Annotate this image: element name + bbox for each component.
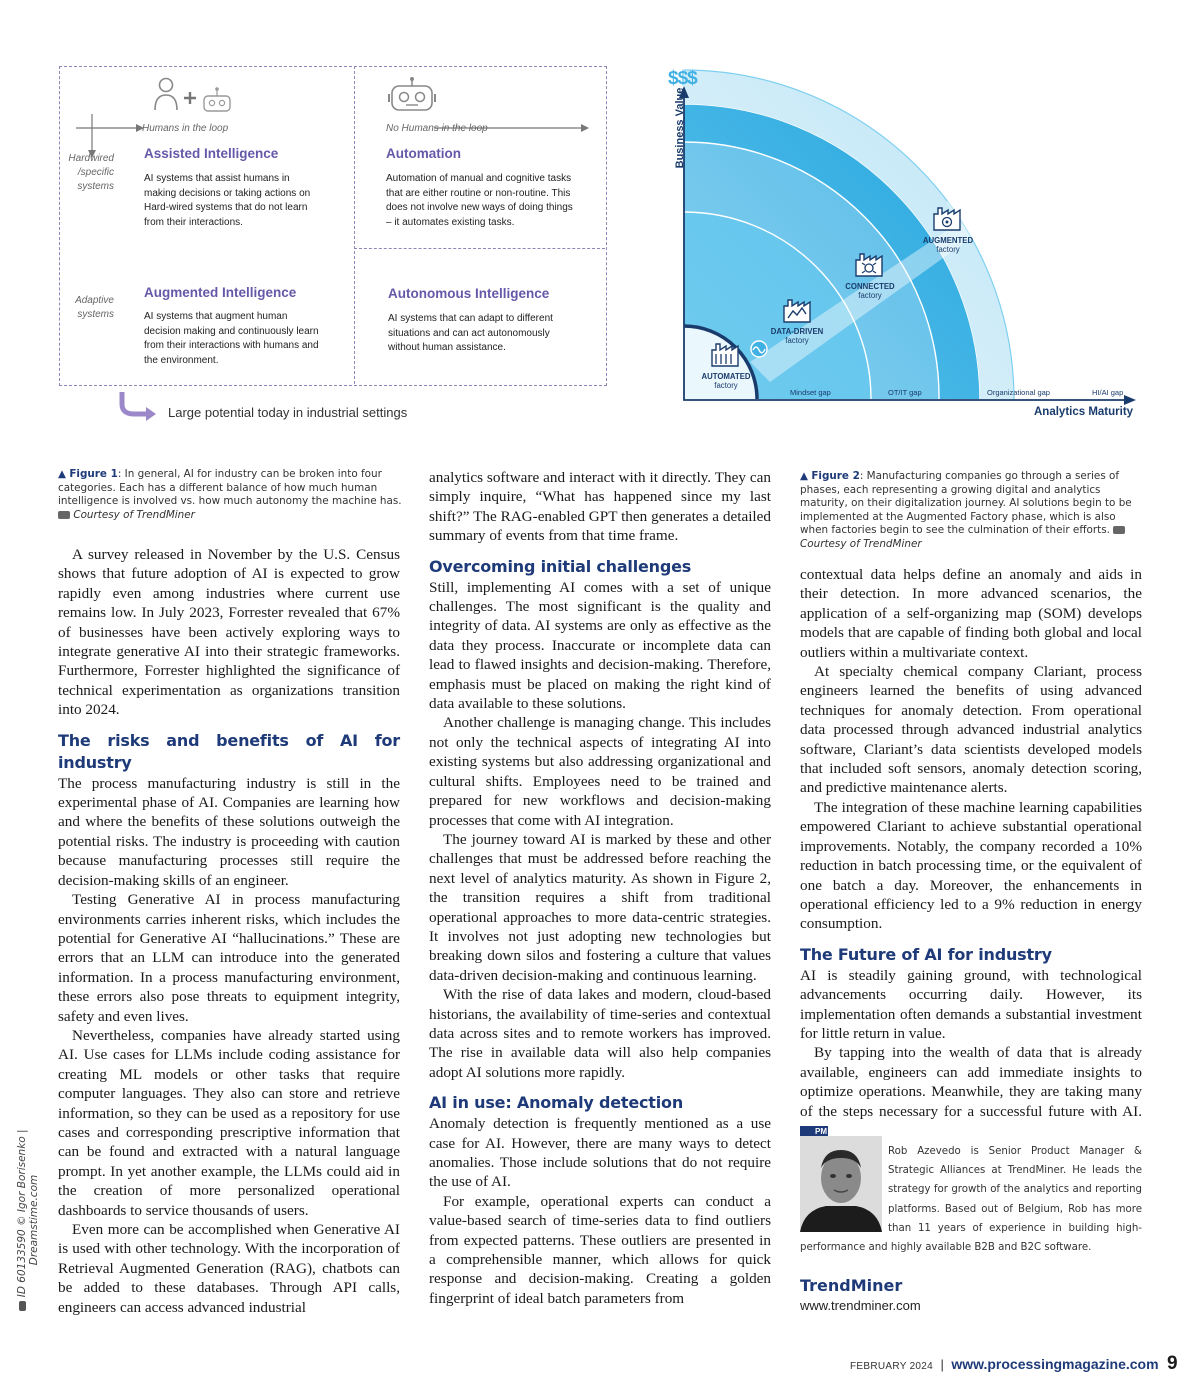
article-column-1 xyxy=(58,545,400,1317)
author-bio xyxy=(800,1142,1142,1257)
stage-connected-sub: factory xyxy=(858,291,882,300)
camera-icon xyxy=(1113,526,1125,534)
figure-2-caption: ▲ Figure 2: Manufacturing companies go through a series of phases, each representing a growing digital and analytics maturity, on their digitalization journey. AI solutions begin to be implemented at the Augmented Factory phase, which is also when factories begin to see the culmination of their efforts. Courtesy of TrendMiner xyxy=(800,470,1132,550)
adaptive-systems-label: Adaptive systems xyxy=(75,295,114,320)
photo-credit-text: ID 60133590 © Igor Borisenko | Dreamstime.com xyxy=(16,1129,40,1298)
gap-hi-ai: HI/AI gap xyxy=(1092,388,1124,397)
augmented-intelligence-title: Augmented Intelligence xyxy=(144,285,297,300)
figure-2-caption-text: : Manufacturing companies go through a series of phases, each representing a growing digital and analytics maturity, on their digitalization journey. AI solutions begin to be implemented at the Augmented Factory phase, which is also when factories begin to see the culmination of their efforts. xyxy=(800,470,1132,536)
figure-2-caption-label: Figure 2 xyxy=(811,470,860,482)
footer-separator: | xyxy=(940,1357,944,1372)
autonomous-intelligence-text: AI systems that can adapt to different situations and can act autonomously without human assistance. xyxy=(388,313,553,353)
automation-text: Automation of manual and cognitive tasks that are either routine or non-routine. This does not involve new ways of doing things – it automates existing tasks. xyxy=(386,173,573,228)
humans-in-loop-label: Humans in the loop xyxy=(142,123,229,134)
gap-mindset: Mindset gap xyxy=(790,388,831,397)
figure-1-ai-categories xyxy=(56,62,616,432)
col1-paragraph-3: Testing Generative AI in process manufacturing environments carries inherent risks, which includes the potential for Generative AI “hallucinations.” These are errors that an LLM can introduce into the generated information. In a process manufacturing environment, these errors also pose threats to equipment integrity, safety and even lives. xyxy=(58,891,400,1025)
col1-paragraph-1: A survey released in November by the U.S. Census shows that future adoption of AI is expected to grow rapidly even among industries where current use remains low. In July 2023, Forrester revealed that 67% of businesses have been actively exploring ways to integrate generative AI into their strategic frameworks. Furthermore, Forrester highlighted the significance of technical experimentation as organizations transition into 2024. xyxy=(58,546,400,719)
assisted-intelligence-title: Assisted Intelligence xyxy=(144,146,279,161)
gap-organizational: Organizational gap xyxy=(987,388,1050,397)
stage-data-driven-name: DATA-DRIVEN xyxy=(770,327,824,336)
stage-data-driven-sub: factory xyxy=(785,336,809,345)
company-name: TrendMiner xyxy=(800,1276,903,1295)
figure-1-courtesy: Courtesy of TrendMiner xyxy=(73,508,195,521)
autonomous-intelligence-title: Autonomous Intelligence xyxy=(388,286,550,301)
col3-paragraph-4: AI is steadily gaining ground, with technological advancements occurring daily. However, its implementation often demands a substantial investment for little return in value. xyxy=(800,966,1142,1042)
page-footer xyxy=(850,1353,1178,1375)
no-humans-in-loop-label: No Humans in the loop xyxy=(386,123,488,134)
col2-paragraph-5: With the rise of data lakes and modern, cloud-based historians, the availability of time-series and contextual data across sites and to remote workers has improved. The rise in available data will also help companies adopt AI solutions more rapidly. xyxy=(429,986,771,1081)
stage-connected-name: CONNECTED xyxy=(845,282,895,291)
figure-1-caption-text: : In general, AI for industry can be broken into four categories. Each has a different balance of how much human intelligence is involved vs. how much autonomy the machine has. xyxy=(58,468,402,507)
heading-risks-benefits: The risks and benefits of AI for industry xyxy=(58,730,400,772)
figure-1-caption: ▲ Figure 1: In general, AI for industry can be broken into four categories. Each has a different balance of how much human intelligence is involved vs. how much autonomy the machine has. Courtesy of TrendMiner xyxy=(58,468,402,521)
end-mark-icon: PM xyxy=(800,1126,828,1138)
stage-augmented xyxy=(914,236,982,254)
gap-ot-it: OT/IT gap xyxy=(888,388,922,397)
col1-paragraph-2: The process manufacturing industry is still in the experimental phase of AI. Companies are learning how and where the benefits of these solutions outweigh the potential risks. The industry is proceeding with caution because manufacturing processes still require the decision-making skills of an engineer. xyxy=(58,774,400,889)
assisted-intelligence-text: AI systems that assist humans in making decisions or taking actions on Hard-wired systems that do not learn from their interactions. xyxy=(144,173,311,228)
heading-anomaly-detection: AI in use: Anomaly detection xyxy=(429,1093,684,1113)
footer-website: www.processingmagazine.com xyxy=(951,1356,1159,1372)
stage-connected xyxy=(836,282,904,300)
camera-icon xyxy=(58,511,70,519)
heading-overcoming-challenges: Overcoming initial challenges xyxy=(429,556,692,576)
col2-paragraph-7: For example, operational experts can conduct a value-based search of time-series data to find outliers from expected patterns. These outliers are presented in a comprehensible manner, which allows for quick response and decision-making. Creating a golden fingerprint of ideal batch parameters from xyxy=(429,1192,771,1307)
page-number: 9 xyxy=(1167,1353,1178,1374)
stage-automated-name: AUTOMATED xyxy=(701,372,751,381)
stage-automated-sub: factory xyxy=(714,381,738,390)
stage-automated xyxy=(694,372,758,390)
col3-paragraph-2: At specialty chemical company Clariant, process engineers learned the benefits of using advanced techniques for anomaly detection. From operational data processed through advanced industrial analytics software, Clariant’s data scientists developed models that included soft sensors, anomaly detection scoring, and predictive maintenance alerts. xyxy=(800,663,1142,797)
col3-paragraph-5: By tapping into the wealth of data that is already available, engineers can add immediate insights to optimize operations. Meanwhile, they are taking many of the steps necessary for a successful future with AI. xyxy=(800,1044,1142,1120)
x-axis-analytics-maturity: Analytics Maturity xyxy=(1034,406,1134,418)
stage-augmented-sub: factory xyxy=(936,245,960,254)
col1-paragraph-5: Even more can be accomplished when Generative AI is used with other technology. With the incorporation of Retrieval Augmented Generation (RAG), chatbots can be added to these databases. Through API calls, engineers can access advanced industrial xyxy=(58,1221,400,1316)
article-column-2 xyxy=(429,468,771,1308)
col3-paragraph-1: contextual data helps define an anomaly and aids in their detection. In more advanced scenarios, the application of a self-organizing map (SOM) develops models that are capable of finding both global and local outliers within a multivariate context. xyxy=(800,566,1142,661)
dollar-signs: $$$ xyxy=(668,68,697,89)
large-potential-label: Large potential today in industrial settings xyxy=(168,405,408,420)
stage-augmented-name: AUGMENTED xyxy=(922,236,974,245)
augmented-intelligence-text: AI systems that augment human decision making and continuously learn from their interactions with humans and the environment. xyxy=(144,311,319,366)
figure-1-arrows xyxy=(56,62,616,432)
stage-data-driven xyxy=(762,327,832,345)
hardwired-systems-label: Hardwired /specific systems xyxy=(68,153,114,192)
article-column-3 xyxy=(800,565,1142,1140)
col2-paragraph-1: analytics software and interact with it directly. They can simply inquire, “What has happened since my last shift?” The RAG-enabled GPT then generates a detailed summary of events from that time frame. xyxy=(429,469,771,545)
col2-paragraph-6: Anomaly detection is frequently mentioned as a use case for AI. However, there are many ways to detect anomalies. Those include solutions that do not require the use of AI. xyxy=(429,1115,771,1191)
col3-paragraph-3: The integration of these machine learning capabilities empowered Clariant to achieve substantial operational improvements. Notably, the company recorded a 10% reduction in batch processing time, or the equivalent of one batch a day. Moreover, the enhancements in operational efficiency led to a 9% reduction in energy consumption. xyxy=(800,798,1142,933)
author-bio-text: Rob Azevedo is Senior Product Manager & Strategic Alliances at TrendMiner. He leads the strategy for growth of the analytics and reporting platforms. Based out of Belgium, Rob has more than 11 years of experience in building high-performance and highly available B2B and B2C software. xyxy=(800,1146,1142,1254)
company-website-link[interactable]: www.trendminer.com xyxy=(800,1298,921,1313)
col2-paragraph-3: Another challenge is managing change. This includes not only the technical aspects of integrating AI into existing systems but also addressing organizational and cultural shifts. Employees need to be trained and prepared for new workflows and decision-making processes that come with AI integration. xyxy=(429,714,771,829)
photo-credit xyxy=(16,1100,40,1340)
camera-icon xyxy=(19,1301,26,1311)
bio-photo-spacer xyxy=(800,1142,888,1238)
col2-paragraph-2: Still, implementing AI comes with a set of unique challenges. The most significant is the quality and integrity of data. AI systems are only as effective as the data they process. Inaccurate or incomplete data can lead to flawed insights and decision-making. Therefore, emphasis must be placed on making the right kind of data available to these solutions. xyxy=(429,578,771,713)
figure-2-analytics-maturity xyxy=(660,62,1150,432)
automation-title: Automation xyxy=(386,146,461,161)
figure-2-courtesy: Courtesy of TrendMiner xyxy=(800,537,922,550)
heading-future-of-ai: The Future of AI for industry xyxy=(800,944,1052,964)
footer-issue: FEBRUARY 2024 xyxy=(850,1361,934,1372)
y-axis-business-value: Business Value xyxy=(674,87,686,169)
col1-paragraph-4: Nevertheless, companies have already started using AI. Use cases for LLMs include coding assistance for creating ML models or other tasks that require computer languages. They also can store and retrieve information, so they can be used as a repository for use cases and corresponding prescriptive information that can be found and extracted with a natural language prompt. In yet another example, the LLMs could aid in the creation of more personalized operational dashboards to service thousands of users. xyxy=(58,1026,400,1219)
col2-paragraph-4: The journey toward AI is marked by these and other challenges that must be addressed before reaching the next level of analytics maturity. As shown in Figure 2, the transition requires a shift from traditional operational approaches to more data-centric strategies. It involves not just adopting new technologies but breaking down silos and fostering a culture that values data-driven decision-making and continuous learning. xyxy=(429,830,771,984)
figure-1-caption-label: Figure 1 xyxy=(69,468,118,480)
